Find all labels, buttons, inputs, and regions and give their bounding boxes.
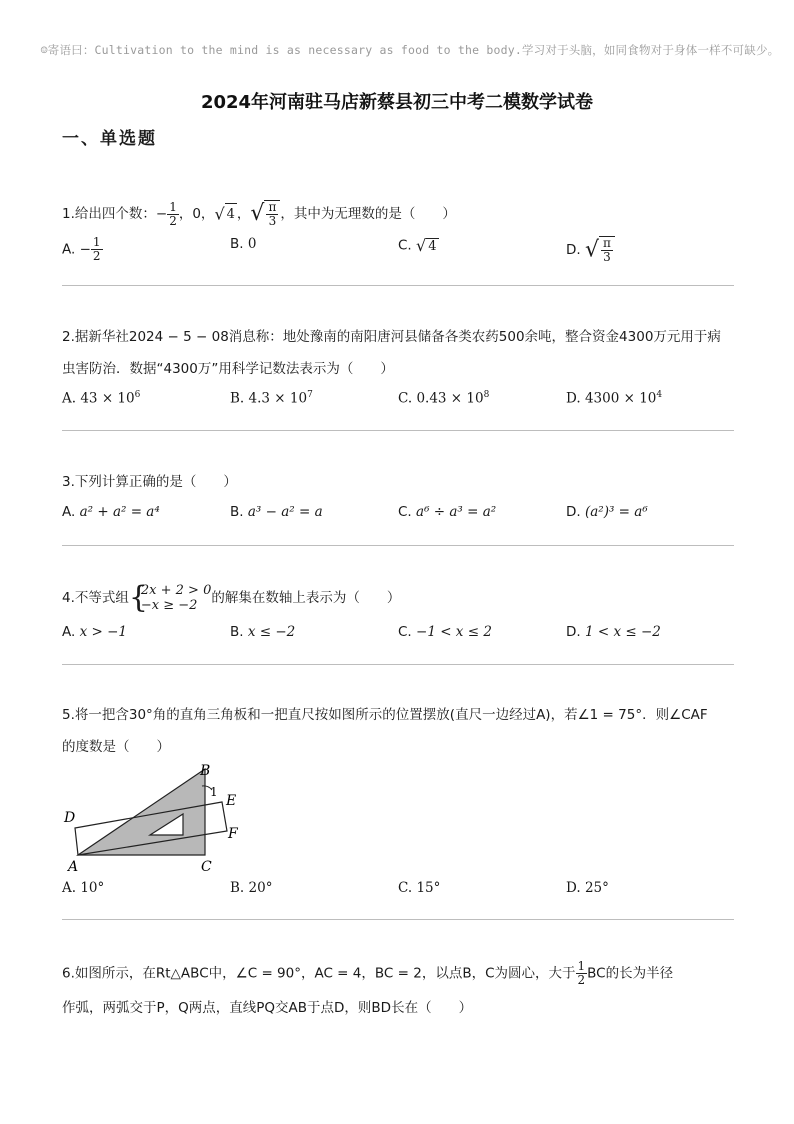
option-text: x > −1 [79,624,128,640]
option-b[interactable] [230,504,323,520]
option-c[interactable] [398,504,496,520]
option-text: a² + a² = a⁴ [79,504,160,520]
option-letter: B. [230,624,244,640]
divider [62,919,734,920]
option-letter: B. [230,236,244,252]
exponent: 6 [134,390,141,400]
sqrt-symbol: √ $\frac{\pi}{3}$ [250,200,280,228]
inequality-line: 2x + 2 > 0 [140,583,212,598]
divider [62,664,734,665]
q1-stem: 1.给出四个数：− $\frac{1}{2}$ ，0，√ 4 ，√ $\frac{\pi}{3}$ ，其中为无理数的是（ ） [62,199,456,228]
option-letter: D. [566,880,581,896]
option-letter: A. [62,624,76,640]
option-a[interactable]: A. − $\frac{1}{2}$ [62,235,101,263]
motto-header: ☺寄语曰：Cultivation to the mind is as necessary as food to the body.学习对于头脑，如同食物对于身体一样不可缺少。 [40,43,780,57]
label-a: A [68,859,79,875]
label-angle-1: 1 [210,785,218,799]
option-text: (a²)³ = a⁶ [584,504,648,520]
option-text: 25° [584,880,609,896]
option-letter: D. [566,504,581,520]
q6-stem-line: 作弧，两弧交于P，Q两点，直线PQ交AB于点D，则BD长在（ ） [62,1000,473,1016]
q4-stem-prefix: 4.不等式组 [62,590,129,606]
q6-stem-part: BC的长为半径 [587,965,674,982]
option-a[interactable] [62,880,104,896]
fraction: $\frac{1}{2}$ [169,199,177,228]
question-2 [62,326,732,380]
q1-stem-part: ，0， [178,206,215,222]
option-text: 4300 × 10 [584,390,657,407]
option-letter: B. [230,504,244,520]
option-b[interactable] [230,880,272,896]
option-letter: D. [566,390,581,407]
label-e: E [226,793,237,809]
q2-stem-line: 2.据新华社2024 − 5 − 08消息称：地处豫南的南阳唐河县储备各类农药500余吨，整合资金4300万元用于病 [62,329,721,345]
q6-stem-line [62,960,732,987]
option-letter: C. [398,390,413,407]
question-3 [62,471,732,493]
option-letter: A. [62,504,76,520]
question-6 [62,960,732,1019]
option-c[interactable] [398,390,489,407]
triangle-ruler-figure [62,760,262,878]
option-letter: C. [398,504,412,520]
option-b[interactable] [230,390,313,407]
option-text: 43 × 10 [80,390,135,407]
option-letter: C. [398,237,412,254]
q3-stem: 3.下列计算正确的是（ ） [62,474,237,490]
divider [62,285,734,286]
divider [62,430,734,431]
q4-stem-suffix: 的解集在数轴上表示为（ ） [211,590,401,606]
option-text: 15° [416,880,441,896]
label-c: C [201,859,212,875]
option-b[interactable]: B. 0 [230,236,257,252]
label-f: F [228,826,238,842]
option-text: −1 < x ≤ 2 [416,624,492,640]
option-letter: B. [230,880,245,896]
label-b: B [200,763,211,779]
q2-stem-line: 虫害防治．数据“4300万”用科学记数法表示为（ ） [62,361,394,377]
divider [62,545,734,546]
option-b[interactable] [230,624,295,640]
exam-title: 2024年河南驻马店新蔡县初三中考二模数学试卷 [200,92,594,113]
option-text: a³ − a² = a [247,504,323,520]
option-text: 20° [248,880,273,896]
option-letter: D. [566,242,581,258]
option-d[interactable] [566,504,648,520]
fraction [576,960,588,987]
option-text: 0.43 × 10 [416,390,484,407]
option-a[interactable] [62,624,127,640]
label-d: D [64,810,76,826]
option-c[interactable] [398,880,440,896]
q1-stem-part: ， [236,206,251,222]
option-letter: A. [62,390,77,407]
q6-stem-part: 6.如图所示，在Rt△ABC中，∠C = 90°，AC = 4，BC = 2，以点B，C为圆心，大于 [62,965,576,982]
option-text: 4.3 × 10 [248,390,308,407]
exponent: 8 [483,390,490,400]
q4-stem [62,580,401,615]
option-d[interactable] [566,390,662,407]
q5-stem-line: 5.将一把含30°角的直角三角板和一把直尺按如图所示的位置摆放(直尺一边经过A)，若∠1 = 75°．则∠CAF [62,707,708,723]
question-1 [62,200,732,228]
option-d[interactable]: D. √ $\frac{\pi}{3}$ [566,236,615,264]
option-text: 1 < x ≤ −2 [584,624,661,640]
option-d[interactable] [566,880,609,896]
option-a[interactable] [62,390,140,407]
option-text: x ≤ −2 [247,624,296,640]
exponent: 7 [307,390,313,400]
q1-stem-part: ，其中为无理数的是（ ） [280,206,456,222]
section-heading: 一、单选题 [62,129,157,149]
option-c[interactable]: C. √ 4 [398,236,437,255]
option-a[interactable] [62,504,160,520]
question-4 [62,580,732,615]
option-letter: D. [566,624,581,640]
q5-stem-line: 的度数是（ ） [62,739,170,755]
fraction-numerator: 1 [577,959,586,973]
option-d[interactable] [566,624,661,640]
fraction-denominator: 2 [577,973,586,987]
q1-stem-part: 1.给出四个数： [62,206,156,222]
option-letter: B. [230,390,245,407]
option-letter: A. [62,880,77,896]
exponent: 4 [656,390,663,400]
question-5 [62,704,732,758]
option-c[interactable] [398,624,492,640]
inequality-line: −x ≥ −2 [140,598,198,613]
option-text: a⁶ ÷ a³ = a² [416,504,497,520]
option-letter: C. [398,880,413,896]
inequality-system: { 2x + 2 > 0 −x ≥ −2 [128,580,212,615]
option-letter: C. [398,624,412,640]
option-text: 10° [80,880,105,896]
sqrt-symbol: √ 4 [214,203,236,226]
option-letter: A. [62,241,76,258]
